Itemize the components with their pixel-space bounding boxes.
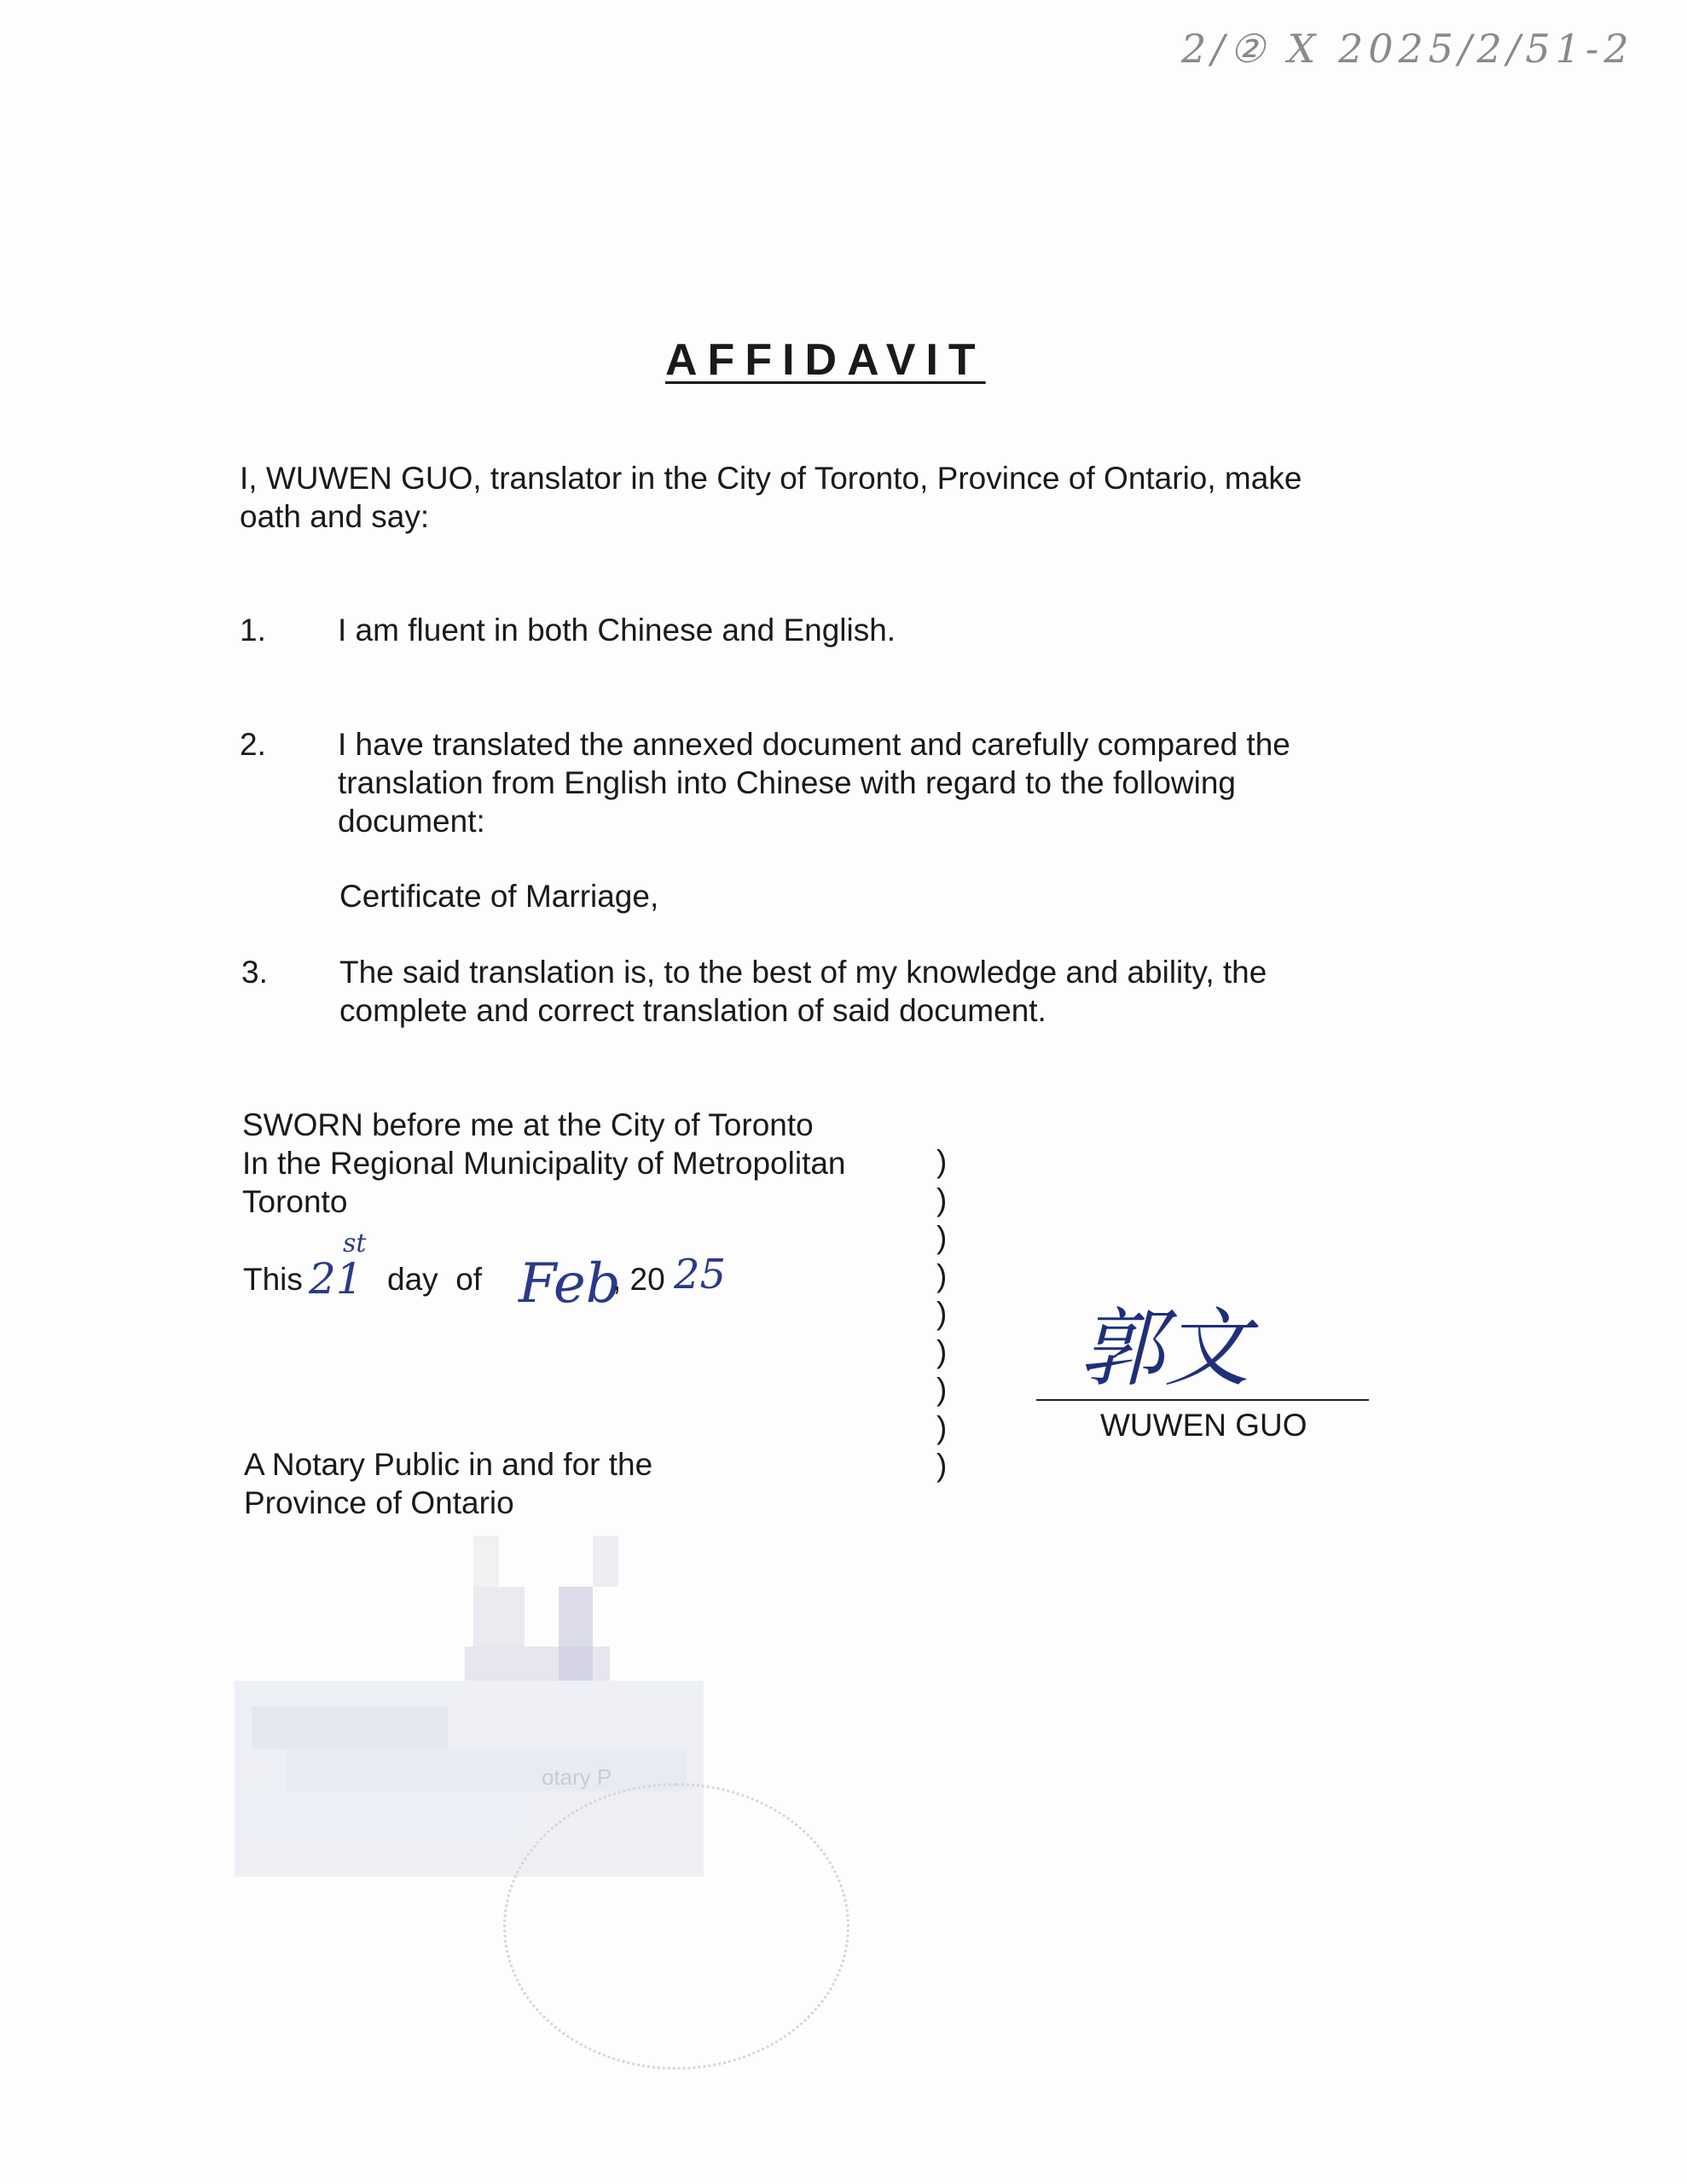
item-3-line-1: The said translation is, to the best of my knowledge and ability, the <box>339 955 1267 990</box>
bracket-mark: ) <box>936 1448 948 1483</box>
bracket-mark: ) <box>936 1220 948 1255</box>
intro-line-1: I, WUWEN GUO, translator in the City of Toronto, Province of Ontario, make <box>240 461 1302 496</box>
handwritten-margin-note: 2/② X 2025/2/51-2 <box>1181 26 1634 72</box>
sworn-line-2: In the Regional Municipality of Metropolitan <box>242 1146 846 1181</box>
item-number-1: 1. <box>240 613 266 648</box>
handwritten-day-suffix: st <box>343 1228 367 1258</box>
year-prefix: , 20 <box>612 1262 665 1297</box>
signatory-name: WUWEN GUO <box>1100 1408 1307 1443</box>
item-2-line-1: I have translated the annexed document and carefully compared the <box>338 727 1290 762</box>
notary-line-1: A Notary Public in and for the <box>244 1447 653 1482</box>
item-text-1 <box>338 611 1446 649</box>
item-number-3: 3. <box>241 955 268 990</box>
intro-line-2: oath and say: <box>240 499 430 534</box>
item-text-3 <box>339 953 1448 1030</box>
sworn-line-1: SWORN before me at the City of Toronto <box>242 1107 814 1142</box>
item-2-line-3: document: <box>338 804 485 839</box>
intro-paragraph <box>240 459 1434 536</box>
document-title: AFFIDAVIT <box>665 335 986 385</box>
bracket-mark: ) <box>936 1372 948 1407</box>
bracket-mark: ) <box>936 1296 948 1331</box>
notary-block <box>244 1445 841 1522</box>
handwritten-month: Feb <box>519 1252 621 1316</box>
day-of-label: day of <box>387 1262 483 1297</box>
document-name: Certificate of Marriage, <box>339 879 659 914</box>
item-number-2: 2. <box>240 727 266 762</box>
bracket-mark: ) <box>936 1333 948 1369</box>
bracket-column <box>936 1143 947 1485</box>
bracket-mark: ) <box>936 1182 948 1217</box>
handwritten-day: 21 <box>309 1254 363 1304</box>
seal-partial-text: otary P <box>542 1764 612 1790</box>
item-3-line-2: complete and correct translation of said document. <box>339 993 1046 1028</box>
handwritten-year: 25 <box>674 1251 727 1298</box>
this-label: This <box>243 1262 303 1297</box>
item-2-line-2: translation from English into Chinese with regard to the following <box>338 765 1237 800</box>
sworn-block <box>242 1106 925 1221</box>
embossed-seal <box>503 1783 849 2070</box>
sworn-line-3: Toronto <box>242 1184 348 1219</box>
item-1-line-1: I am fluent in both Chinese and English. <box>338 613 896 648</box>
handwritten-signature: 郭文 <box>1079 1298 1249 1398</box>
item-text-2 <box>338 725 1446 840</box>
signature-line <box>1036 1399 1369 1401</box>
bracket-mark: ) <box>936 1144 948 1179</box>
bracket-mark: ) <box>936 1409 948 1445</box>
notary-line-2: Province of Ontario <box>244 1485 514 1520</box>
bracket-mark: ) <box>936 1258 948 1293</box>
